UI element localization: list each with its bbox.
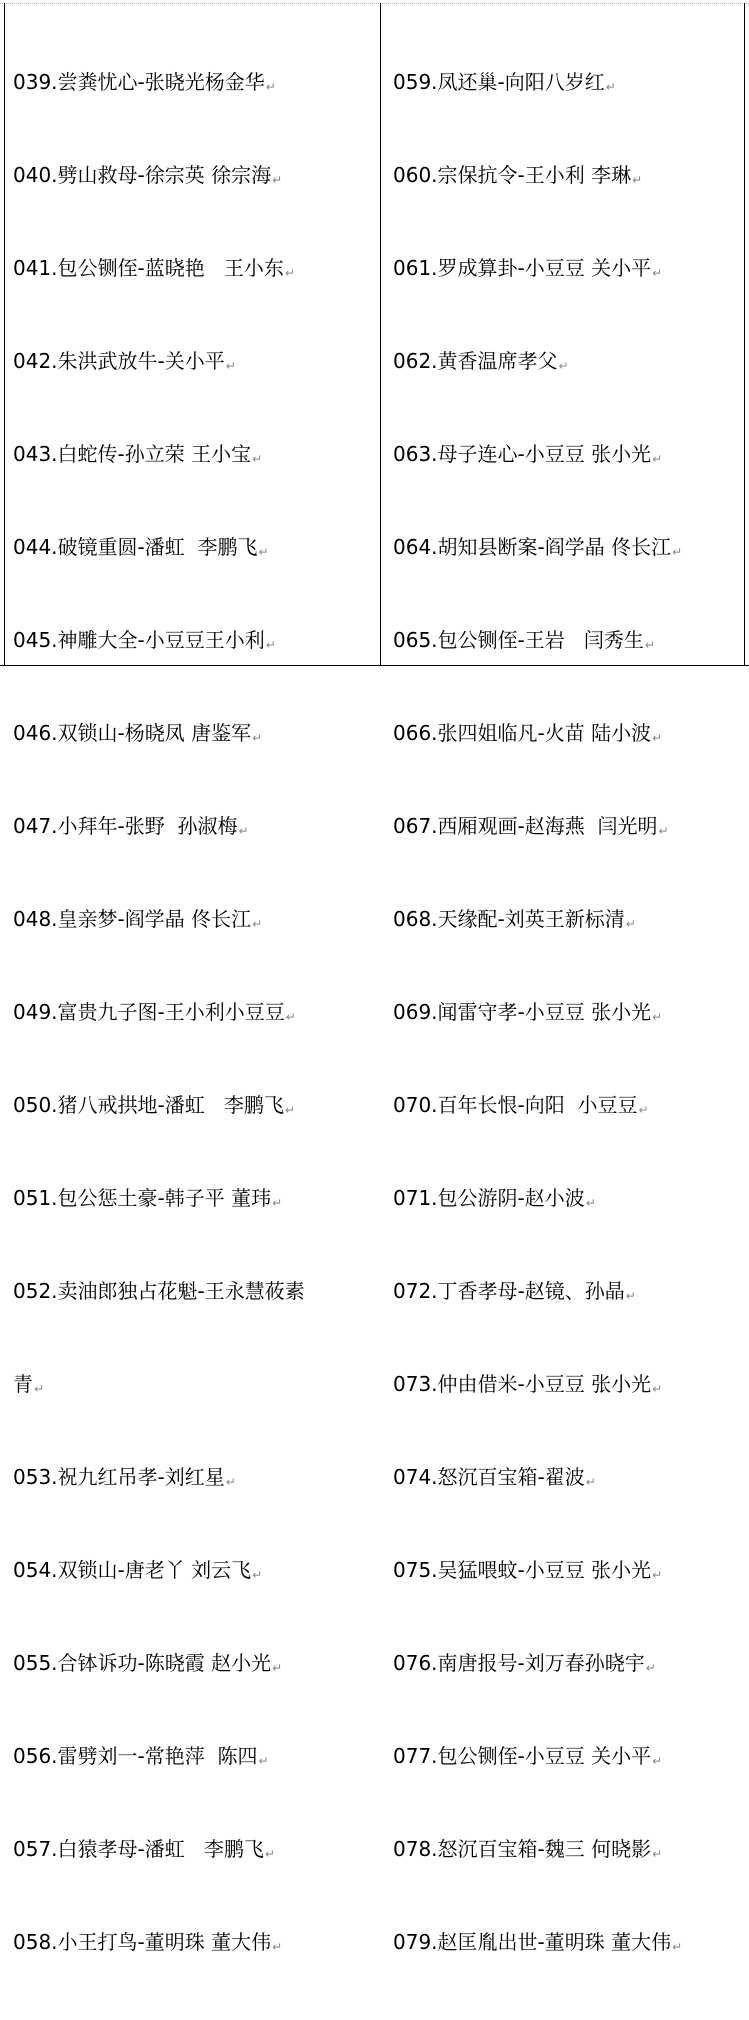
list-item[interactable]: 039.尝粪忧心-张晓光杨金华↵	[13, 70, 276, 94]
paragraph-mark-icon: ↵	[585, 1475, 596, 1489]
paragraph-mark-icon: ↵	[264, 1847, 275, 1861]
paragraph-mark-icon: ↵	[625, 917, 636, 931]
paragraph-mark-icon: ↵	[658, 824, 669, 838]
list-item[interactable]: 068.天缘配-刘英王新标清↵	[393, 907, 636, 931]
list-item[interactable]: 041.包公铡侄-蓝晓艳 王小东↵	[13, 256, 295, 280]
list-item[interactable]: 042.朱洪武放牛-关小平↵	[13, 349, 236, 373]
paragraph-mark-icon: ↵	[652, 452, 663, 466]
paragraph-mark-icon: ↵	[284, 1103, 295, 1117]
paragraph-mark-icon: ↵	[284, 266, 295, 280]
list-item-continuation[interactable]: 青↵	[13, 1372, 45, 1396]
list-item[interactable]: 048.皇亲梦-阎学晶 佟长江↵	[13, 907, 263, 931]
column-divider	[380, 3, 381, 665]
list-item[interactable]: 067.西厢观画-赵海燕 闫光明↵	[393, 814, 669, 838]
paragraph-mark-icon: ↵	[252, 452, 263, 466]
paragraph-mark-icon: ↵	[652, 731, 663, 745]
paragraph-mark-icon: ↵	[225, 359, 236, 373]
paragraph-mark-icon: ↵	[272, 1196, 283, 1210]
paragraph-mark-icon: ↵	[272, 173, 283, 187]
list-item[interactable]: 056.雷劈刘一-常艳萍 陈四↵	[13, 1744, 269, 1768]
list-item[interactable]: 043.白蛇传-孙立荣 王小宝↵	[13, 442, 263, 466]
list-item[interactable]: 044.破镜重圆-潘虹 李鹏飞↵	[13, 535, 269, 559]
paragraph-mark-icon: ↵	[252, 917, 263, 931]
paragraph-mark-icon: ↵	[265, 80, 276, 94]
paragraph-mark-icon: ↵	[645, 1661, 656, 1675]
list-item[interactable]: 072.丁香孝母-赵镜、孙晶↵	[393, 1279, 636, 1303]
list-item[interactable]: 073.仲由借米-小豆豆 张小光↵	[393, 1372, 663, 1396]
list-item[interactable]: 046.双锁山-杨晓凤 唐鉴军↵	[13, 721, 263, 745]
list-item[interactable]: 058.小王打鸟-董明珠 董大伟↵	[13, 1930, 283, 1954]
list-item[interactable]: 061.罗成算卦-小豆豆 关小平↵	[393, 256, 663, 280]
list-item[interactable]: 065.包公铡侄-王岩 闫秀生↵	[393, 628, 655, 652]
list-item[interactable]: 040.劈山救母-徐宗英 徐宗海↵	[13, 163, 283, 187]
paragraph-mark-icon: ↵	[638, 1103, 649, 1117]
paragraph-mark-icon: ↵	[238, 824, 249, 838]
list-item[interactable]: 074.怒沉百宝箱-翟波↵	[393, 1465, 596, 1489]
list-item[interactable]: 070.百年长恨-向阳 小豆豆↵	[393, 1093, 649, 1117]
paragraph-mark-icon: ↵	[272, 1940, 283, 1954]
left-column	[13, 5, 375, 2020]
list-item[interactable]: 071.包公游阴-赵小波↵	[393, 1186, 596, 1210]
list-item[interactable]: 060.宗保抗令-王小利 李琳↵	[393, 163, 643, 187]
paragraph-mark-icon: ↵	[265, 638, 276, 652]
paragraph-mark-icon: ↵	[225, 1475, 236, 1489]
table-left-border	[4, 3, 5, 665]
list-item[interactable]: 057.白猿孝母-潘虹 李鹏飞↵	[13, 1837, 275, 1861]
paragraph-mark-icon: ↵	[625, 1289, 636, 1303]
paragraph-mark-icon: ↵	[605, 80, 616, 94]
list-item[interactable]: 054.双锁山-唐老丫 刘云飞↵	[13, 1558, 263, 1582]
paragraph-mark-icon: ↵	[652, 1754, 663, 1768]
list-item[interactable]: 059.凤还巢-向阳八岁红↵	[393, 70, 616, 94]
paragraph-mark-icon: ↵	[252, 731, 263, 745]
list-item[interactable]: 050.猪八戒拱地-潘虹 李鹏飞↵	[13, 1093, 295, 1117]
paragraph-mark-icon: ↵	[252, 1568, 263, 1582]
list-item[interactable]: 051.包公惩土豪-韩子平 董玮↵	[13, 1186, 283, 1210]
paragraph-mark-icon: ↵	[672, 1940, 683, 1954]
list-item[interactable]: 064.胡知县断案-阎学晶 佟长江↵	[393, 535, 683, 559]
table-right-border	[744, 3, 745, 665]
paragraph-mark-icon: ↵	[672, 545, 683, 559]
paragraph-mark-icon: ↵	[258, 1754, 269, 1768]
right-column	[393, 5, 741, 2020]
list-item[interactable]: 045.神雕大全-小豆豆王小利↵	[13, 628, 276, 652]
list-item[interactable]: 076.南唐报号-刘万春孙晓宇↵	[393, 1651, 656, 1675]
paragraph-mark-icon: ↵	[652, 1382, 663, 1396]
list-item[interactable]: 063.母子连心-小豆豆 张小光↵	[393, 442, 663, 466]
paragraph-mark-icon: ↵	[652, 1847, 663, 1861]
paragraph-mark-icon: ↵	[652, 1010, 663, 1024]
list-item[interactable]: 077.包公铡侄-小豆豆 关小平↵	[393, 1744, 663, 1768]
paragraph-mark-icon: ↵	[558, 359, 569, 373]
paragraph-mark-icon: ↵	[652, 266, 663, 280]
list-item[interactable]: 069.闻雷守孝-小豆豆 张小光↵	[393, 1000, 663, 1024]
list-item[interactable]: 075.吴猛喂蚊-小豆豆 张小光↵	[393, 1558, 663, 1582]
paragraph-mark-icon: ↵	[272, 1661, 283, 1675]
paragraph-mark-icon: ↵	[34, 1382, 45, 1396]
paragraph-mark-icon: ↵	[585, 1196, 596, 1210]
list-item[interactable]: 078.怒沉百宝箱-魏三 何晓影↵	[393, 1837, 663, 1861]
list-item[interactable]: 047.小拜年-张野 孙淑梅↵	[13, 814, 249, 838]
paragraph-mark-icon: ↵	[285, 1010, 296, 1024]
paragraph-mark-icon: ↵	[632, 173, 643, 187]
list-item[interactable]: 079.赵匡胤出世-董明珠 董大伟↵	[393, 1930, 683, 1954]
paragraph-mark-icon: ↵	[652, 1568, 663, 1582]
paragraph-mark-icon: ↵	[644, 638, 655, 652]
list-item[interactable]: 062.黄香温席孝父↵	[393, 349, 569, 373]
table-top-border	[0, 3, 749, 4]
list-item[interactable]: 053.祝九红吊孝-刘红星↵	[13, 1465, 236, 1489]
paragraph-mark-icon: ↵	[258, 545, 269, 559]
list-item[interactable]: 052.卖油郎独占花魁-王永慧莜素	[13, 1279, 305, 1303]
list-item[interactable]: 066.张四姐临凡-火苗 陆小波↵	[393, 721, 663, 745]
list-item[interactable]: 049.富贵九子图-王小利小豆豆↵	[13, 1000, 296, 1024]
list-item[interactable]: 055.合钵诉功-陈晓霞 赵小光↵	[13, 1651, 283, 1675]
